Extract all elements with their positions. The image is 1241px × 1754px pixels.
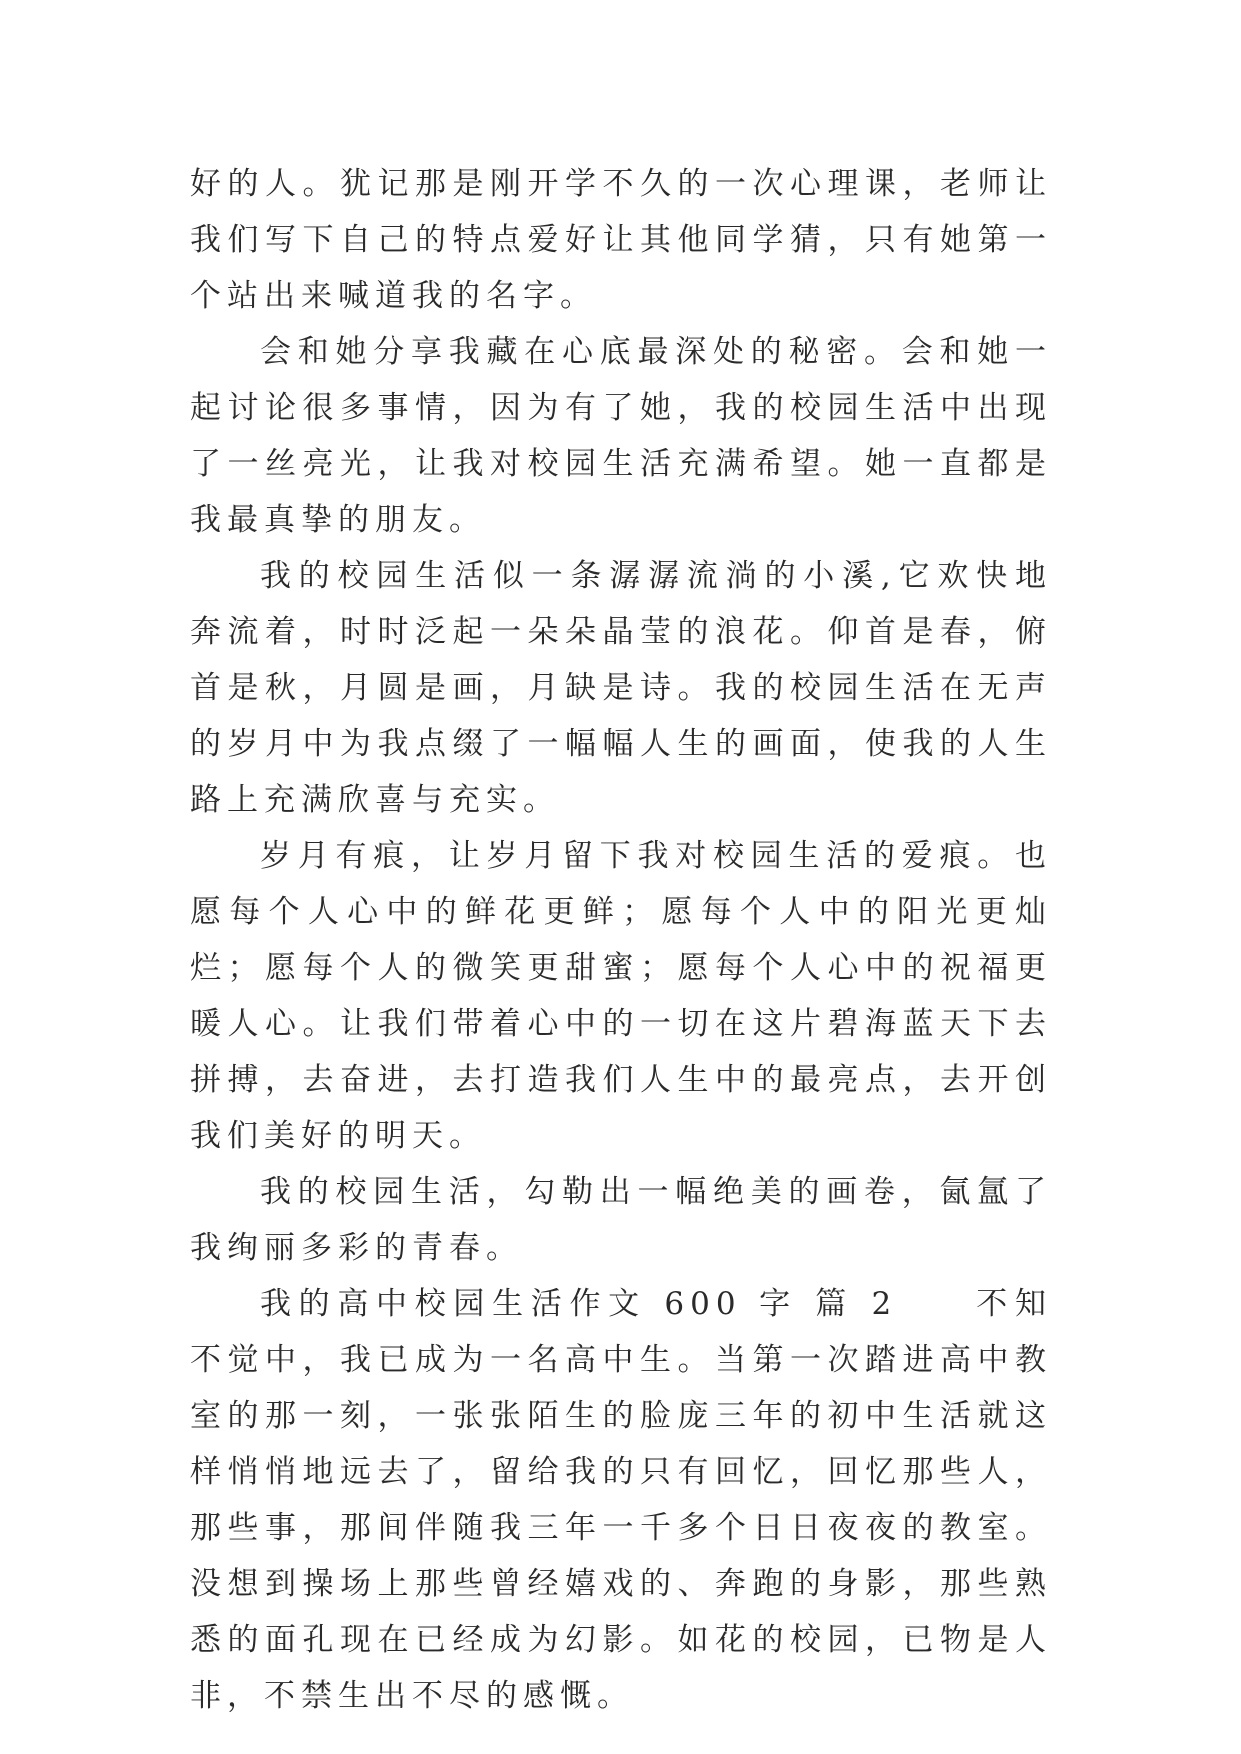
paragraph: 我的高中校园生活作文 600 字 篇 2 不知不觉中，我已成为一名高中生。当第一次踏进高中教室的那一刻，一张张陌生的脸庞三年的初中生活就这样悄悄地远去了，留给我的只有回忆，回忆那些人，那些事，那间伴随我三年一千多个日日夜夜的教室。没想到操场上那些曾经嬉戏的、奔跑的身影，那些熟悉的面孔现在已经成为幻影。如花的校园，已物是人非，不禁生出不尽的感慨。 [190,1286,1052,1714]
essay-body [190,156,1052,1724]
paragraph: 我的校园生活，勾勒出一幅绝美的画卷，氤氲了我绚丽多彩的青春。 [190,1174,1052,1266]
paragraph: 岁月有痕，让岁月留下我对校园生活的爱痕。也愿每个人心中的鲜花更鲜；愿每个人中的阳光更灿烂；愿每个人的微笑更甜蜜；愿每个人心中的祝福更暖人心。让我们带着心中的一切在这片碧海蓝天下去拼搏，去奋进，去打造我们人生中的最亮点，去开创我们美好的明天。 [190,838,1052,1154]
paragraph: 会和她分享我藏在心底最深处的秘密。会和她一起讨论很多事情，因为有了她，我的校园生活中出现了一丝亮光，让我对校园生活充满希望。她一直都是我最真挚的朋友。 [190,334,1052,538]
paragraph: 我的校园生活似一条潺潺流淌的小溪,它欢快地奔流着，时时泛起一朵朵晶莹的浪花。仰首是春，俯首是秋，月圆是画，月缺是诗。我的校园生活在无声的岁月中为我点缀了一幅幅人生的画面，使我的人生路上充满欣喜与充实。 [190,558,1052,818]
paragraph: 好的人。犹记那是刚开学不久的一次心理课，老师让我们写下自己的特点爱好让其他同学猜，只有她第一个站出来喊道我的名字。 [190,166,1052,314]
